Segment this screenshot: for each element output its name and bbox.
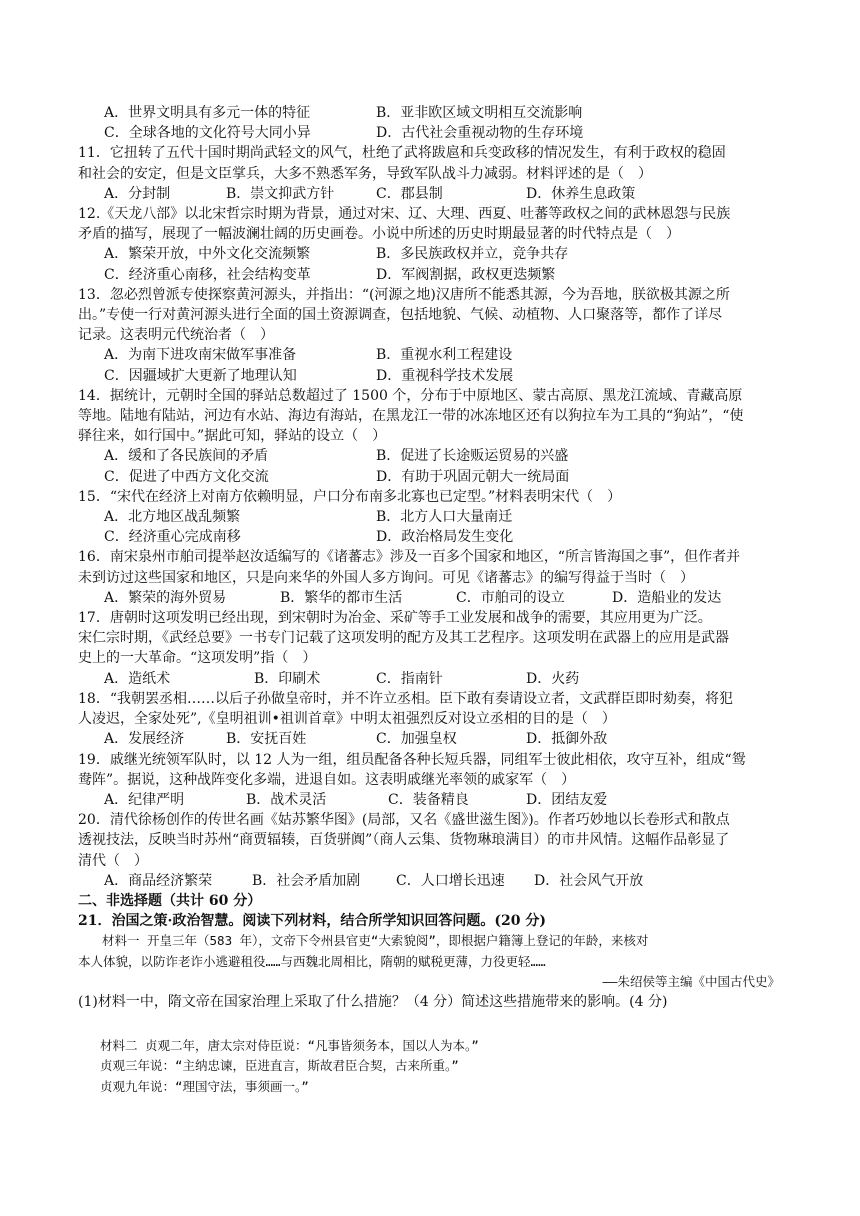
q19-option-a: A．纪律严明	[104, 791, 185, 808]
q15-stem-line-1: 15．“宋代在经济上对南方依赖明显，户口分布南多北寡也已定型。”材料表明宋代（ ）	[78, 488, 622, 505]
q17-option-a: A．造纸术	[104, 670, 171, 687]
q14-option-c: C．促进了中西方文化交流	[104, 468, 269, 485]
q21-material-2-line-1: 材料二 贞观二年，唐太宗对侍臣说：“凡事皆须务本，国以人为本。”	[100, 1038, 479, 1054]
q12-stem-line-1: 12.《天龙八部》以北宋哲宗时期为背景，通过对宋、辽、大理、西夏、吐蕃等政权之间的武林恩怨与民族	[78, 206, 731, 223]
q19-options	[78, 790, 784, 810]
exam-page	[78, 103, 784, 1097]
q14-options-row-2	[78, 467, 784, 487]
q13-option-b: B．重视水利工程建设	[376, 347, 513, 364]
q10-options-row-2	[78, 123, 784, 143]
q12-option-d: D．军阀割据，政权更迭频繁	[376, 266, 556, 283]
q16-option-d: D．造船业的发达	[612, 589, 722, 606]
q15-option-d: D．政治格局发生变化	[376, 529, 514, 546]
q13-stem-line-1: 13．忽必烈曾派专使探察黄河源头，并指出：“(河源之地)汉唐所不能悉其源，今为吾地，朕欲极其源之所	[78, 286, 730, 303]
q15-options-row-1	[78, 507, 784, 527]
q20-stem-line-1: 20．清代徐杨创作的传世名画《姑苏繁华图》(局部，又名《盛世滋生图》)。作者巧妙地以长卷形式和散点	[78, 812, 730, 829]
q10-options-row-1	[78, 103, 784, 123]
q11-option-c: C．郡县制	[376, 185, 443, 202]
q11-option-a: A．分封制	[104, 185, 171, 202]
q13-option-d: D．重视科学技术发展	[376, 367, 514, 384]
q18-stem-line-1: 18．“我朝罢丞相……以后子孙做皇帝时，并不许立丞相。臣下敢有奏请设立者，文武群臣即时劾奏，将犯	[78, 690, 733, 707]
q11-option-b: B．崇文抑武方针	[226, 185, 335, 202]
q14-option-d: D．有助于巩固元朝大一统局面	[376, 468, 570, 485]
q14-option-b: B．促进了长途贩运贸易的兴盛	[376, 448, 569, 465]
q20-option-b: B．社会矛盾加剧	[252, 872, 361, 889]
q16-options	[78, 588, 784, 608]
q13-option-c: C．因疆域扩大更新了地理认知	[104, 367, 297, 384]
q12-options-row-2	[78, 265, 784, 285]
q21-material-1-line-2: 本人体貌，以防诈老诈小逃避租役……与西魏北周相比，隋朝的赋税更薄，力役更轻……	[78, 953, 546, 969]
q21-material-2-line-2: 贞观三年说：“主纳忠谏，臣进直言，斯故君臣合契，古来所重。”	[100, 1058, 459, 1074]
q12-option-b: B．多民族政权并立，竞争共存	[376, 246, 569, 263]
q17-stem-line-2: 宋仁宗时期，《武经总要》一书专门记载了这项发明的配方及其工艺程序。这项发明在武器上的应用是武器	[78, 630, 729, 647]
q16-option-a: A．繁荣的海外贸易	[104, 589, 227, 606]
q13-options-row-2	[78, 366, 784, 386]
q15-option-a: A．北方地区战乱频繁	[104, 509, 241, 526]
q16-option-b: B．繁华的都市生活	[280, 589, 403, 606]
q12-option-c: C．经济重心南移，社会结构变革	[104, 266, 311, 283]
q17-option-c: C．指南针	[376, 670, 443, 687]
q18-option-c: C．加强皇权	[376, 731, 457, 748]
q19-stem-line-2: 鸯阵”。据说，这种战阵变化多端，进退自如。这表明戚继光率领的戚家军（ ）	[78, 771, 576, 788]
q21-material-1-line-1: 材料一 开皇三年（583 年），文帝下令州县官吏“大索貌阅”，即根据户籍簿上登记的年龄，来核对	[102, 933, 649, 949]
q12-option-a: A．繁荣开放，中外文化交流频繁	[104, 246, 311, 263]
q17-option-b: B．印刷术	[254, 670, 321, 687]
q20-options	[78, 871, 784, 891]
q19-option-d: D．团结友爱	[526, 791, 608, 808]
spacer	[78, 1012, 784, 1036]
q10-option-c: C．全球各地的文化符号大同小异	[104, 125, 311, 142]
q12-options-row-1	[78, 244, 784, 264]
q17-stem-line-3: 史上的一大革命。“这项发明”指（ ）	[78, 650, 317, 667]
q16-stem-line-1: 16．南宋泉州市舶司提举赵汝适编写的《诸蕃志》涉及一百多个国家和地区，“所言皆海国之事”，但作者并	[78, 549, 741, 566]
q13-options-row-1	[78, 345, 784, 365]
q11-stem-line-2: 和社会的安定，但是文臣掌兵，大多不熟悉军务，导致军队战斗力减弱。材料评述的是（ ）	[78, 165, 652, 182]
q12-stem-line-2: 矛盾的描写，展现了一幅波澜壮阔的历史画卷。小说中所述的历史时期最显著的时代特点是（ ）	[78, 226, 680, 243]
q14-stem-line-2: 等地。陆地有陆站，河边有水站、海边有海站，在黑龙江一带的冰冻地区还有以狗拉车为工具的“狗站”，“使	[78, 408, 744, 425]
q21-material-1-source: ——朱绍侯等主编《中国古代史》	[602, 973, 780, 989]
q10-option-b: B．亚非欧区域文明相互交流影响	[376, 105, 583, 121]
q20-option-a: A．商品经济繁荣	[104, 872, 213, 889]
q21-material-2-line-3: 贞观九年说：“理国守法，事须画一。”	[100, 1078, 309, 1094]
section-heading: 二、非选择题（共计 60 分）	[78, 892, 262, 909]
q18-option-d: D．抵御外敌	[526, 731, 608, 748]
q20-stem-line-3: 清代（ ）	[78, 852, 148, 869]
q21-question-1: (1)材料一中，隋文帝在国家治理上采取了什么措施？（4 分）简述这些措施带来的影响。(4 分)	[78, 993, 668, 1010]
q15-option-b: B．北方人口大量南迁	[376, 509, 513, 526]
q16-stem-line-2: 未到访过这些国家和地区，只是向来华的外国人多方询问。可见《诸蕃志》的编写得益于当时（ ）	[78, 569, 694, 586]
q10-option-a: A．世界文明具有多元一体的特征	[104, 105, 311, 121]
q13-stem-line-3: 记录。这表明元代统治者（ ）	[78, 327, 274, 344]
q13-stem-line-2: 出。”专使一行对黄河源头进行全面的国土资源调查，包括地貌、气候、动植物、人口聚落等，都作了详尽	[78, 307, 723, 324]
q19-option-c: C．装备精良	[388, 791, 469, 808]
q21-title: 21．治国之策·政治智慧。阅读下列材料，结合所学知识回答问题。(20 分)	[78, 913, 546, 930]
q16-option-c: C．市舶司的设立	[456, 589, 565, 606]
q20-option-c: C．人口增长迅速	[396, 872, 505, 889]
q17-options	[78, 669, 784, 689]
q11-option-d: D．休养生息政策	[526, 185, 636, 202]
q15-options-row-2	[78, 527, 784, 547]
q18-option-b: B．安抚百姓	[226, 731, 307, 748]
q15-option-c: C．经济重心完成南移	[104, 529, 241, 546]
q17-stem-line-1: 17．唐朝时这项发明已经出现，到宋朝时为冶金、采矿等手工业发展和战争的需要，其应用更为广泛。	[78, 610, 712, 627]
q19-option-b: B．战术灵活	[246, 791, 327, 808]
q14-option-a: A．缓和了各民族间的矛盾	[104, 448, 269, 465]
q10-option-d: D．古代社会重视动物的生存环境	[376, 125, 584, 142]
q17-option-d: D．火药	[526, 670, 580, 687]
q18-option-a: A．发展经济	[104, 731, 185, 748]
q20-stem-line-2: 透视技法，反映当时苏州“商贾辐辏，百货骈阗”（商人云集、货物琳琅满目）的市井风情。这幅作品彰显了	[78, 832, 730, 849]
q11-options	[78, 184, 784, 204]
q20-option-d: D．社会风气开放	[534, 872, 644, 889]
q13-option-a: A．为南下进攻南宋做军事准备	[104, 347, 297, 364]
q11-stem-line-1: 11．它扭转了五代十国时期尚武轻文的风气，杜绝了武将跋扈和兵变政移的情况发生，有利于政权的稳固	[78, 145, 726, 162]
q14-stem-line-1: 14．据统计，元朝时全国的驿站总数超过了 1500 个，分布于中原地区、蒙古高原、黑龙江流域、青藏高原	[78, 387, 743, 404]
q14-stem-line-3: 驿往来，如行国中。”据此可知，驿站的设立（ ）	[78, 428, 387, 445]
q19-stem-line-1: 19．戚继光统领军队时，以 12 人为一组，组员配备各种长短兵器，同组军士彼此相依，攻守互补，组成“鸳	[78, 751, 746, 768]
q14-options-row-1	[78, 446, 784, 466]
q18-stem-line-2: 人凌迟，全家处死”,《皇明祖训•祖训首章》中明太祖强烈反对设立丞相的目的是（ ）	[78, 711, 616, 728]
q18-options	[78, 729, 784, 749]
